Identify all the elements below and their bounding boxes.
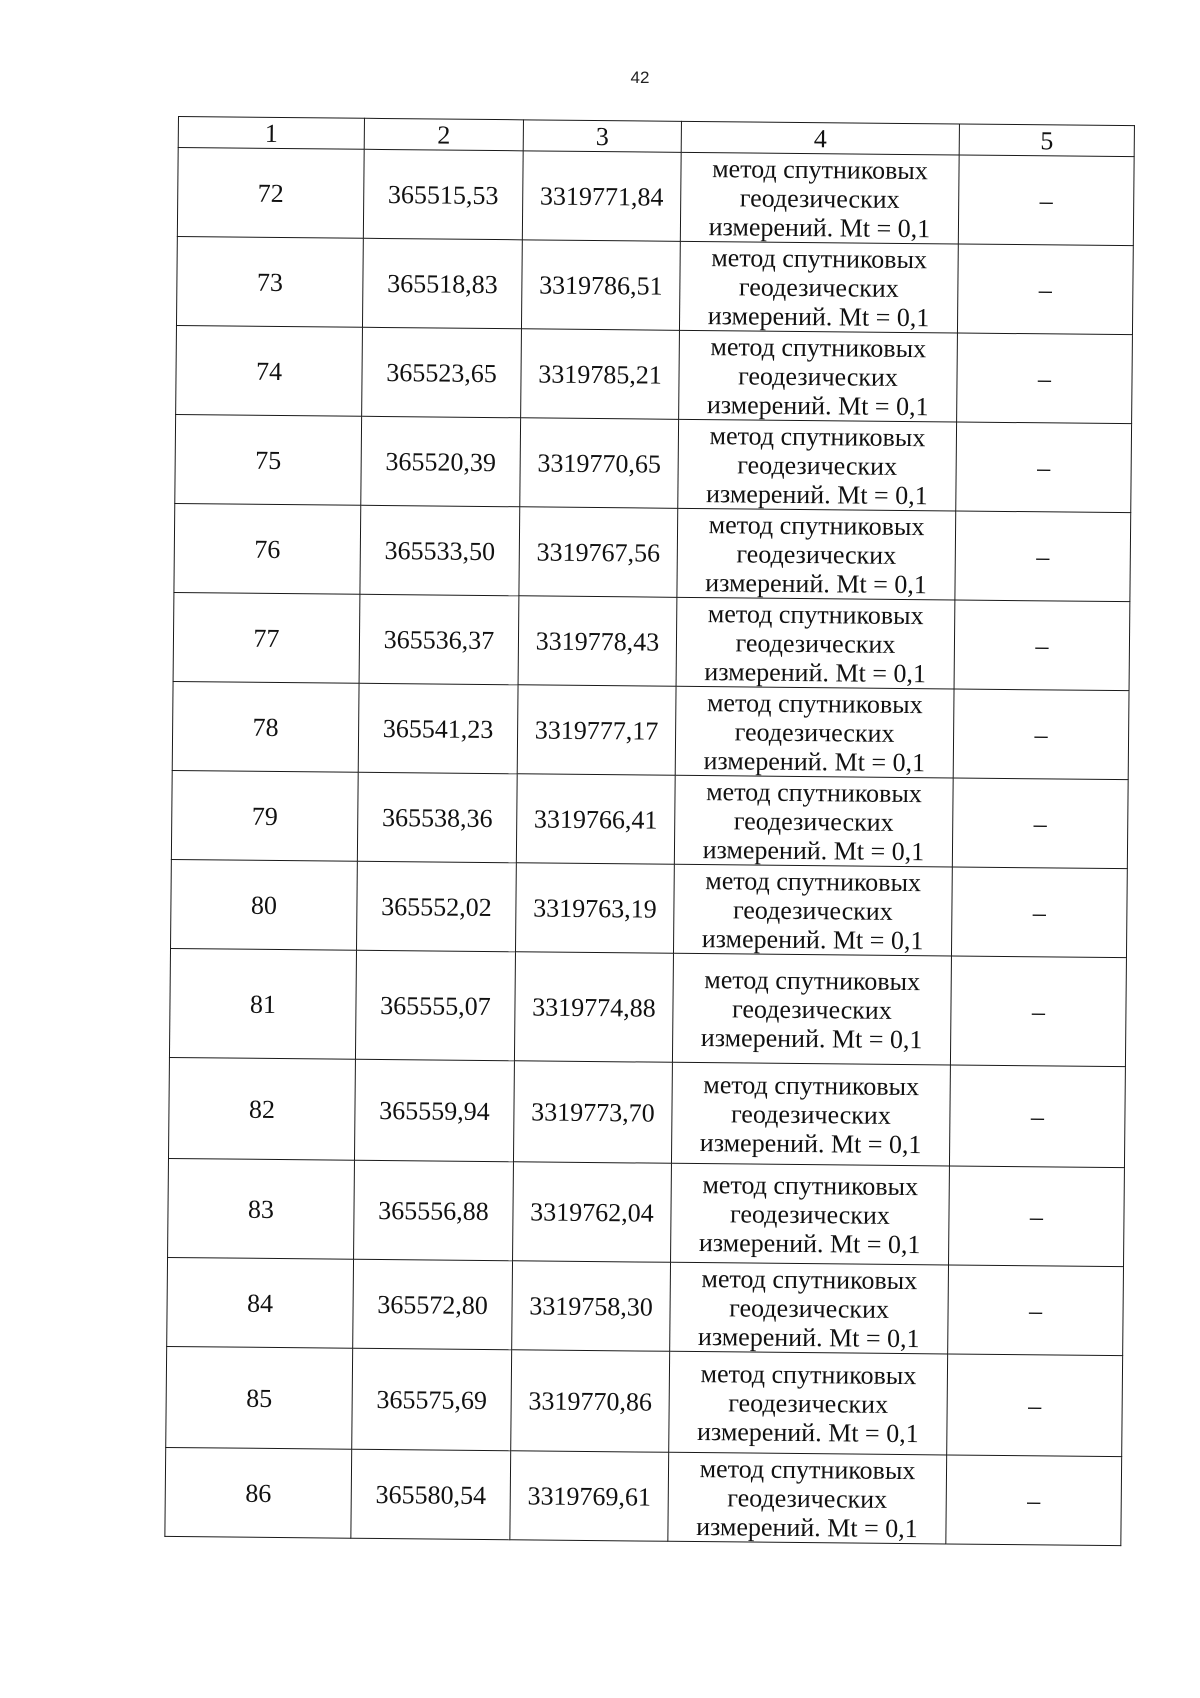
- point-number-cell: 73: [176, 236, 363, 327]
- note-cell: –: [951, 867, 1127, 958]
- method-text: метод спутниковых геодезических измерений. Mt = 0,1: [706, 331, 929, 421]
- method-cell: [670, 1262, 949, 1354]
- note-cell: –: [955, 511, 1131, 602]
- point-number-cell: 77: [173, 592, 360, 683]
- point-number-cell: 79: [171, 770, 358, 861]
- coordinates-table: [164, 116, 1135, 1546]
- method-text: метод спутниковых геодезических измерений. Mt = 0,1: [708, 153, 931, 243]
- table-row: [173, 592, 1130, 690]
- x-coordinate-cell: 365518,83: [362, 238, 522, 329]
- method-cell: [671, 1163, 950, 1265]
- method-text: метод спутниковых геодезических измерений. Mt = 0,1: [700, 964, 923, 1054]
- table-row: [167, 1257, 1124, 1355]
- x-coordinate-cell: 365575,69: [352, 1348, 512, 1451]
- method-text: метод спутниковых геодезических измерений. Mt = 0,1: [696, 1358, 919, 1448]
- method-text: метод спутниковых геодезических измерений. Mt = 0,1: [705, 509, 927, 599]
- method-cell: [671, 1062, 950, 1166]
- method-text: метод спутниковых геодезических измерений. Mt = 0,1: [703, 687, 926, 777]
- x-coordinate-cell: 365580,54: [351, 1449, 511, 1540]
- table-row: [165, 1447, 1122, 1545]
- x-coordinate-cell: 365538,36: [357, 772, 517, 863]
- column-header-4: 4: [681, 121, 959, 155]
- point-number-cell: 82: [168, 1057, 355, 1160]
- x-coordinate-cell: 365552,02: [357, 861, 517, 952]
- y-coordinate-cell: 3319763,19: [515, 863, 674, 954]
- method-cell: [676, 597, 955, 689]
- table-row: [169, 948, 1126, 1066]
- y-coordinate-cell: 3319786,51: [521, 240, 680, 331]
- column-header-2: 2: [364, 118, 523, 151]
- note-cell: –: [950, 956, 1126, 1067]
- note-cell: –: [958, 155, 1134, 246]
- y-coordinate-cell: 3319773,70: [513, 1061, 672, 1164]
- note-cell: –: [957, 333, 1133, 424]
- point-number-cell: 84: [167, 1257, 354, 1348]
- x-coordinate-cell: 365536,37: [359, 594, 519, 685]
- method-text: метод спутниковых геодезических измерений. Mt = 0,1: [699, 1069, 922, 1159]
- y-coordinate-cell: 3319770,86: [511, 1350, 670, 1453]
- table-row: [176, 236, 1133, 334]
- column-header-1: 1: [178, 117, 364, 150]
- table-row: [166, 1346, 1123, 1456]
- table-row: [171, 859, 1128, 957]
- x-coordinate-cell: 365572,80: [353, 1259, 513, 1350]
- point-number-cell: 72: [177, 148, 364, 239]
- method-text: метод спутниковых геодезических измерений. Mt = 0,1: [704, 598, 927, 688]
- x-coordinate-cell: 365541,23: [358, 683, 518, 774]
- note-cell: –: [953, 689, 1129, 780]
- point-number-cell: 74: [176, 325, 363, 416]
- method-cell: [679, 330, 958, 422]
- y-coordinate-cell: 3319777,17: [517, 685, 676, 776]
- method-cell: [680, 152, 959, 244]
- x-coordinate-cell: 365515,53: [363, 149, 523, 240]
- table-row: [176, 325, 1133, 423]
- column-header-5: 5: [959, 124, 1134, 157]
- note-cell: –: [946, 1455, 1122, 1546]
- y-coordinate-cell: 3319771,84: [522, 151, 681, 242]
- method-text: метод спутниковых геодезических измерений. Mt = 0,1: [698, 1169, 921, 1259]
- table-row: [175, 414, 1132, 512]
- x-coordinate-cell: 365520,39: [361, 416, 521, 507]
- point-number-cell: 78: [172, 681, 359, 772]
- point-number-cell: 83: [168, 1158, 355, 1259]
- note-cell: –: [956, 422, 1132, 513]
- method-cell: [672, 953, 951, 1065]
- method-cell: [678, 419, 957, 511]
- note-cell: –: [948, 1265, 1124, 1356]
- table-row: [177, 148, 1134, 246]
- note-cell: –: [957, 244, 1133, 335]
- y-coordinate-cell: 3319785,21: [521, 329, 680, 420]
- y-coordinate-cell: 3319762,04: [513, 1162, 672, 1263]
- method-text: метод спутниковых геодезических измерений. Mt = 0,1: [707, 242, 930, 332]
- method-cell: [679, 241, 958, 333]
- x-coordinate-cell: 365555,07: [355, 950, 515, 1061]
- method-text: метод спутниковых геодезических измерений. Mt = 0,1: [701, 865, 924, 955]
- method-cell: [673, 864, 952, 956]
- method-cell: [668, 1452, 947, 1544]
- point-number-cell: 80: [171, 859, 358, 950]
- method-cell: [669, 1351, 948, 1455]
- page-number: 42: [630, 68, 650, 87]
- table-row: [171, 770, 1128, 868]
- y-coordinate-cell: 3319758,30: [512, 1261, 671, 1352]
- x-coordinate-cell: 365523,65: [362, 327, 522, 418]
- method-cell: [677, 508, 956, 600]
- y-coordinate-cell: 3319766,41: [516, 774, 675, 865]
- y-coordinate-cell: 3319778,43: [518, 596, 677, 687]
- method-cell: [675, 686, 954, 778]
- point-number-cell: 85: [166, 1346, 353, 1449]
- y-coordinate-cell: 3319767,56: [519, 507, 678, 598]
- note-cell: –: [949, 1166, 1125, 1267]
- x-coordinate-cell: 365556,88: [354, 1160, 514, 1261]
- method-text: метод спутниковых геодезических измерений. Mt = 0,1: [702, 776, 925, 866]
- y-coordinate-cell: 3319770,65: [520, 418, 679, 509]
- method-text: метод спутниковых геодезических измерений. Mt = 0,1: [696, 1453, 918, 1543]
- point-number-cell: 76: [174, 503, 361, 594]
- point-number-cell: 81: [169, 948, 356, 1059]
- table-row: [168, 1057, 1125, 1167]
- table-row: [168, 1158, 1125, 1266]
- method-text: метод спутниковых геодезических измерений. Mt = 0,1: [697, 1263, 920, 1353]
- note-cell: –: [947, 1354, 1123, 1457]
- table-body: [165, 148, 1134, 1546]
- method-text: метод спутниковых геодезических измерений. Mt = 0,1: [705, 420, 928, 510]
- point-number-cell: 86: [165, 1447, 352, 1538]
- note-cell: –: [952, 778, 1128, 869]
- table-row: [174, 503, 1131, 601]
- method-cell: [674, 775, 953, 867]
- table-row: [172, 681, 1129, 779]
- x-coordinate-cell: 365559,94: [354, 1059, 514, 1162]
- y-coordinate-cell: 3319774,88: [514, 952, 673, 1063]
- column-header-3: 3: [523, 120, 681, 153]
- y-coordinate-cell: 3319769,61: [510, 1451, 669, 1542]
- x-coordinate-cell: 365533,50: [360, 505, 520, 596]
- note-cell: –: [949, 1065, 1125, 1168]
- point-number-cell: 75: [175, 414, 362, 505]
- note-cell: –: [954, 600, 1130, 691]
